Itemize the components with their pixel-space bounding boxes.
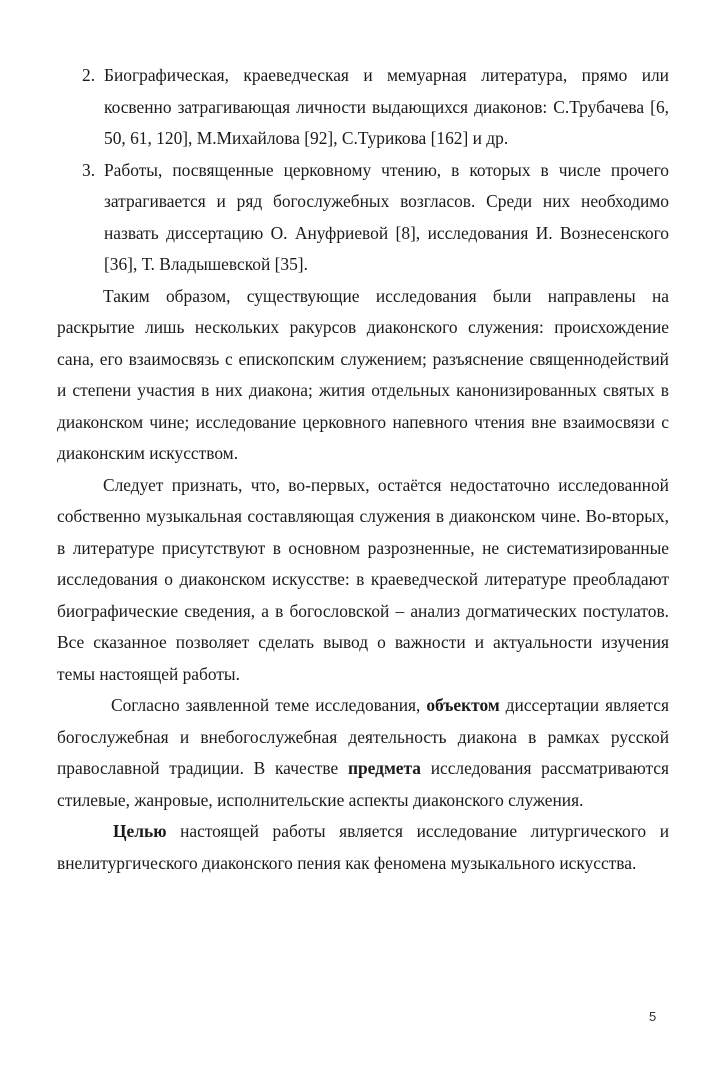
list-item-text: Биографическая, краеведческая и мемуарная литература, прямо или косвенно затрагивающая личности выдающихся диаконов: С.Трубачева [6, 50, 61, 120], М.Михайлова [92], С.Турикова [162] и др. — [104, 65, 669, 148]
page-number: 5 — [649, 1009, 657, 1024]
term-subject: предмета — [347, 758, 421, 778]
document-page — [57, 60, 669, 879]
term-goal: Целью — [113, 821, 167, 841]
paragraph-object-subject: Согласно заявленной теме исследования, объектом диссертации является богослужебная и внебогослужебная деятельность диакона в рамках русской православной традиции. В качестве предмета исследования рассматриваются стилевые, жанровые, исполнительские аспекты диаконского служения. — [57, 695, 669, 810]
paragraph-conclusion: Таким образом, существующие исследования были направлены на раскрытие лишь нескольких ракурсов диаконского служения: происхождение сана, его взаимосвязь с епископским служением; разъяснение священнодействий и степени участия в них диакона; жития отдельных канонизированных святых в диаконском чине; исследование церковного напевного чтения вне взаимосвязи с диаконским искусством. — [57, 285, 669, 463]
list-item — [57, 60, 669, 155]
term-object: объектом — [426, 695, 500, 715]
numbered-list — [57, 60, 669, 281]
list-item-number: 3. — [82, 159, 96, 180]
list-item-text: Работы, посвященные церковному чтению, в которых в числе прочего затрагивается и ряд богослужебных возгласов. Среди них необходимо назвать диссертацию О. Ануфриевой [8], исследования И. Вознесенского [36], Т. Владышевской [35]. — [104, 159, 669, 274]
list-item — [57, 155, 669, 281]
paragraph-relevance: Следует признать, что, во-первых, остаётся недостаточно исследованной собственно музыкальная составляющая служения в диаконском чине. Во-вторых, в литературе присутствуют в основном разрозненные, не систематизированные исследования о диаконском искусстве: в краеведческой литературе преобладают биографические сведения, а в богословской – анализ догматических постулатов. Все сказанное позволяет сделать вывод о важности и актуальности изучения темы настоящей работы. — [57, 474, 669, 684]
list-item-number: 2. — [82, 65, 96, 85]
paragraph-goal: Целью настоящей работы является исследование литургического и внелитургического диаконского пения как феномена музыкального искусства. — [57, 821, 669, 873]
